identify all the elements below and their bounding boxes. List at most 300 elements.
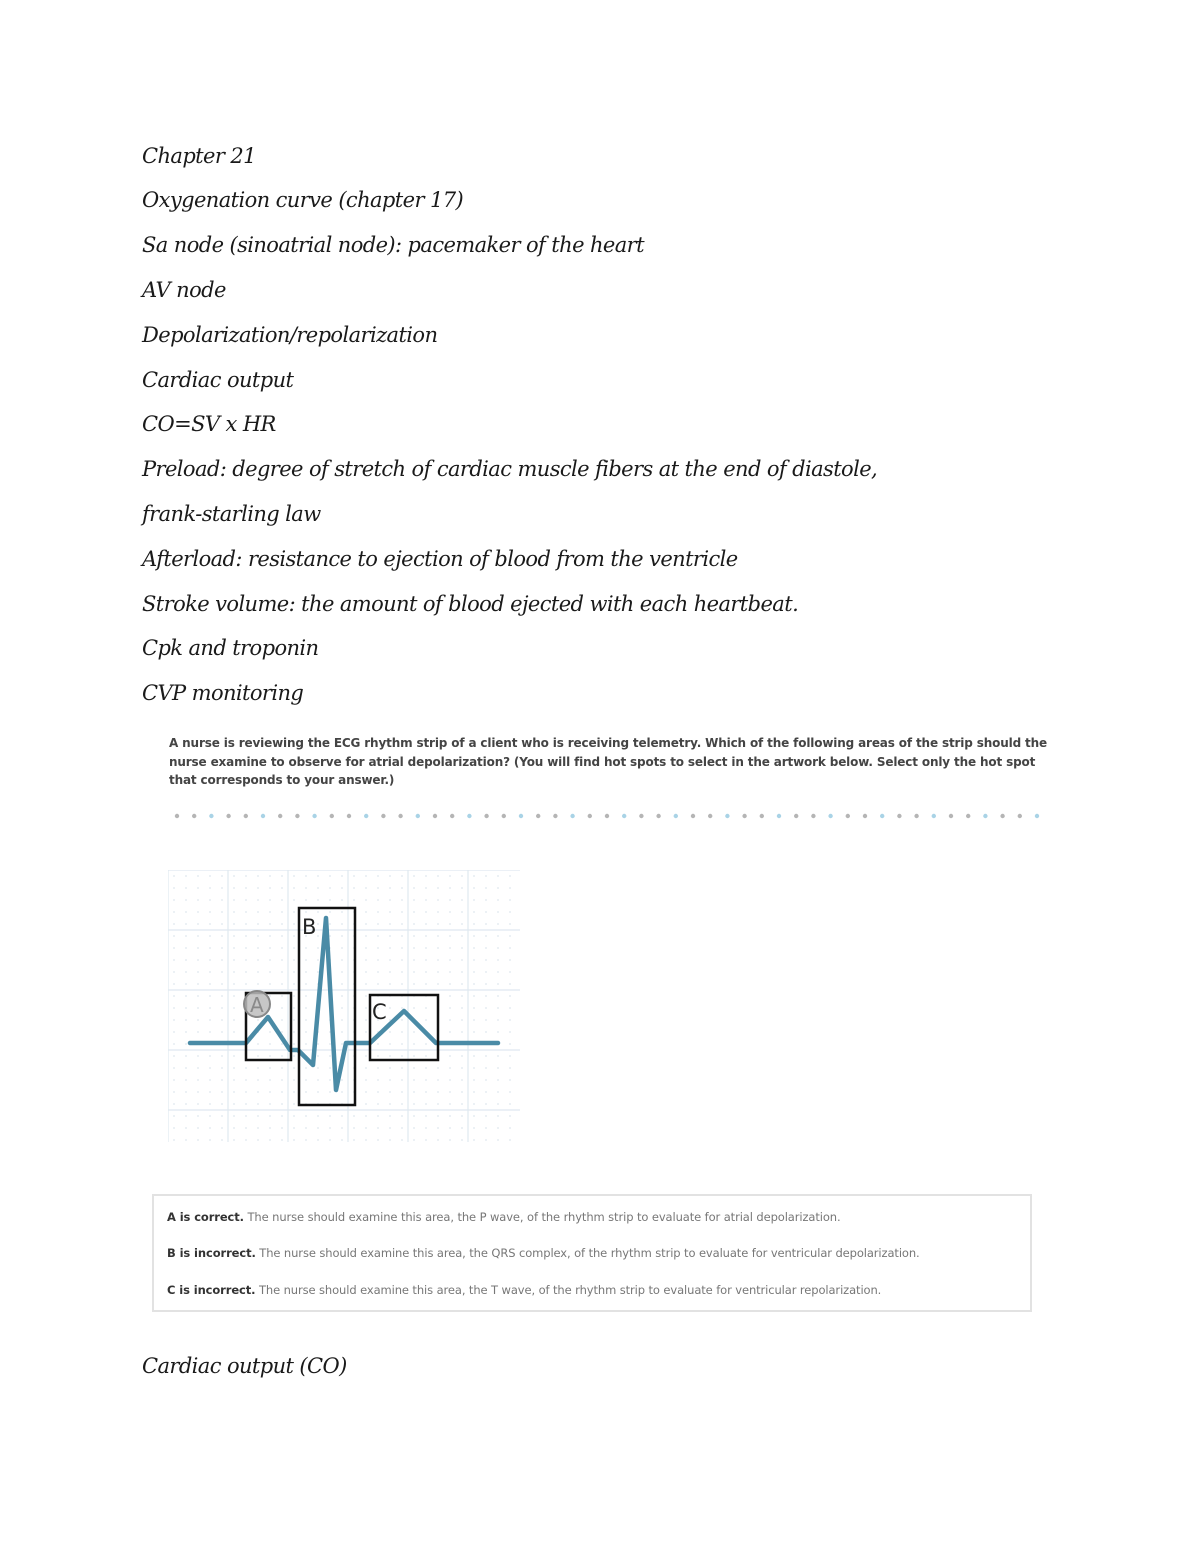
ecg-grid-dot	[497, 911, 499, 913]
rationale-c-text: The nurse should examine this area, the T wave, of the rhythm strip to evaluate for ventricular repolarization.	[255, 1283, 882, 1297]
ecg-grid-dot	[449, 1019, 451, 1021]
ecg-grid-dot	[341, 1007, 343, 1009]
divider-dot	[312, 814, 316, 818]
divider-dot	[347, 814, 351, 818]
ecg-grid-dot	[365, 983, 367, 985]
ecg-grid-dot	[221, 923, 223, 925]
ecg-grid-dot	[365, 1067, 367, 1069]
ecg-grid-dot	[245, 1115, 247, 1117]
ecg-grid-dot	[425, 1127, 427, 1129]
ecg-grid-dot	[281, 911, 283, 913]
ecg-grid-dot	[209, 923, 211, 925]
ecg-grid-dot	[485, 1055, 487, 1057]
ecg-grid-dot	[257, 1115, 259, 1117]
divider-dot	[536, 814, 540, 818]
ecg-grid-dot	[341, 935, 343, 937]
ecg-grid-dot	[221, 1031, 223, 1033]
ecg-grid-dot	[509, 1127, 511, 1129]
ecg-grid-dot	[209, 947, 211, 949]
ecg-grid-dot	[173, 1091, 175, 1093]
ecg-grid-dot	[197, 1055, 199, 1057]
rationale-c-verdict: C is incorrect.	[167, 1283, 256, 1297]
divider-dot	[983, 814, 987, 818]
divider-dot	[295, 814, 299, 818]
ecg-grid-dot	[317, 947, 319, 949]
divider-dot	[880, 814, 884, 818]
ecg-grid-dot	[425, 1079, 427, 1081]
ecg-grid-dot	[197, 935, 199, 937]
ecg-grid-dot	[221, 1055, 223, 1057]
ecg-grid-dot	[257, 1079, 259, 1081]
ecg-grid-dot	[245, 1139, 247, 1141]
ecg-grid-dot	[281, 887, 283, 889]
ecg-grid-dot	[281, 959, 283, 961]
ecg-grid-dot	[329, 1067, 331, 1069]
ecg-grid-dot	[197, 1031, 199, 1033]
divider-dot	[828, 814, 832, 818]
ecg-grid-dot	[473, 947, 475, 949]
ecg-grid-dot	[509, 1079, 511, 1081]
ecg-grid-dot	[197, 971, 199, 973]
ecg-grid-dot	[449, 1055, 451, 1057]
ecg-grid-dot	[473, 1127, 475, 1129]
note-line-frank-starling: frank-starling law	[142, 502, 321, 526]
ecg-grid-dot	[485, 1019, 487, 1021]
ecg-grid-dot	[437, 1127, 439, 1129]
divider-dot	[244, 814, 248, 818]
ecg-grid-dot	[269, 995, 271, 997]
ecg-grid-dot	[173, 1007, 175, 1009]
hotspot-a-label: A	[250, 993, 264, 1017]
ecg-grid-dot	[413, 1115, 415, 1117]
ecg-grid-dot	[389, 1091, 391, 1093]
ecg-grid-dot	[509, 935, 511, 937]
ecg-grid-dot	[497, 1115, 499, 1117]
ecg-grid-dot	[449, 911, 451, 913]
ecg-grid-dot	[389, 959, 391, 961]
ecg-grid-dot	[197, 1103, 199, 1105]
ecg-grid-dot	[341, 1031, 343, 1033]
ecg-grid-dot	[341, 1091, 343, 1093]
ecg-grid-dot	[413, 1139, 415, 1141]
ecg-grid-dot	[497, 1103, 499, 1105]
ecg-grid-dot	[473, 1067, 475, 1069]
ecg-grid-dot	[233, 1115, 235, 1117]
ecg-grid-dot	[437, 935, 439, 937]
ecg-grid-dot	[257, 983, 259, 985]
ecg-grid-dot	[449, 1079, 451, 1081]
ecg-grid-dot	[221, 911, 223, 913]
ecg-grid-dot	[437, 1091, 439, 1093]
ecg-grid-dot	[185, 1103, 187, 1105]
divider-dot	[656, 814, 660, 818]
divider-dot	[708, 814, 712, 818]
ecg-grid-dot	[449, 983, 451, 985]
ecg-grid-dot	[317, 1091, 319, 1093]
ecg-grid-dot	[449, 1067, 451, 1069]
ecg-grid-dot	[257, 1043, 259, 1045]
ecg-grid-dot	[257, 1019, 259, 1021]
ecg-grid-dot	[485, 1127, 487, 1129]
ecg-grid-dot	[245, 959, 247, 961]
ecg-grid-dot	[449, 923, 451, 925]
ecg-grid-dot	[461, 1103, 463, 1105]
ecg-grid-dot	[317, 899, 319, 901]
divider-dot	[932, 814, 936, 818]
ecg-grid-dot	[269, 1103, 271, 1105]
ecg-grid-dot	[185, 983, 187, 985]
ecg-grid-dot	[377, 899, 379, 901]
ecg-grid-dot	[197, 923, 199, 925]
ecg-grid-dot	[293, 1043, 295, 1045]
ecg-grid-dot	[245, 1103, 247, 1105]
note-line-preload: Preload: degree of stretch of cardiac muscle fibers at the end of diastole,	[142, 457, 878, 481]
ecg-grid	[168, 870, 520, 1142]
divider-dot	[381, 814, 385, 818]
ecg-grid-dot	[365, 875, 367, 877]
ecg-grid-dot	[257, 947, 259, 949]
ecg-grid-dot	[389, 1127, 391, 1129]
ecg-grid-dot	[437, 959, 439, 961]
ecg-grid-dot	[317, 1115, 319, 1117]
ecg-grid-dot	[305, 1139, 307, 1141]
ecg-grid-dot	[341, 983, 343, 985]
divider-dot	[622, 814, 626, 818]
ecg-grid-dot	[353, 1115, 355, 1117]
ecg-grid-dot	[293, 911, 295, 913]
ecg-grid-dot	[377, 971, 379, 973]
divider-dot	[519, 814, 523, 818]
ecg-grid-dot	[509, 875, 511, 877]
ecg-grid-dot	[269, 887, 271, 889]
note-line-chapter: Chapter 21	[142, 144, 256, 168]
ecg-grid-dot	[293, 1067, 295, 1069]
ecg-grid-dot	[245, 887, 247, 889]
ecg-grid-dot	[197, 875, 199, 877]
ecg-grid-dot	[317, 923, 319, 925]
ecg-grid-dot	[233, 923, 235, 925]
ecg-grid-dot	[425, 875, 427, 877]
divider-dot	[674, 814, 678, 818]
divider-dot	[226, 814, 230, 818]
ecg-grid-dot	[197, 1091, 199, 1093]
ecg-grid-dot	[341, 995, 343, 997]
ecg-grid-dot	[485, 911, 487, 913]
ecg-grid-dot	[329, 1055, 331, 1057]
ecg-grid-dot	[233, 875, 235, 877]
ecg-grid-dot	[509, 887, 511, 889]
ecg-grid-dot	[305, 899, 307, 901]
ecg-grid-dot	[485, 1007, 487, 1009]
ecg-grid-dot	[449, 899, 451, 901]
ecg-grid-dot	[497, 983, 499, 985]
divider-dot	[914, 814, 918, 818]
ecg-grid-dot	[317, 959, 319, 961]
ecg-grid-dot	[509, 1139, 511, 1141]
ecg-grid-dot	[413, 1043, 415, 1045]
ecg-grid-dot	[209, 1103, 211, 1105]
divider-dot	[725, 814, 729, 818]
ecg-grid-dot	[173, 1079, 175, 1081]
ecg-grid-dot	[245, 971, 247, 973]
ecg-grid-dot	[233, 995, 235, 997]
ecg-grid-dot	[473, 1103, 475, 1105]
ecg-grid-dot	[209, 995, 211, 997]
ecg-grid-dot	[473, 971, 475, 973]
ecg-grid-dot	[401, 959, 403, 961]
ecg-grid-dot	[461, 923, 463, 925]
ecg-grid-dot	[233, 971, 235, 973]
ecg-grid-dot	[461, 887, 463, 889]
ecg-grid-dot	[233, 1007, 235, 1009]
ecg-grid-dot	[425, 887, 427, 889]
ecg-grid-dot	[233, 1139, 235, 1141]
ecg-grid-dot	[485, 995, 487, 997]
ecg-grid-dot	[473, 1055, 475, 1057]
ecg-grid-dot	[473, 983, 475, 985]
ecg-grid-dot	[293, 1115, 295, 1117]
ecg-grid-dot	[329, 1139, 331, 1141]
ecg-grid-dot	[425, 923, 427, 925]
ecg-grid-dot	[281, 1007, 283, 1009]
ecg-grid-dot	[341, 1115, 343, 1117]
ecg-grid-dot	[425, 947, 427, 949]
ecg-grid-dot	[197, 911, 199, 913]
divider-dot	[1035, 814, 1039, 818]
ecg-grid-dot	[209, 1115, 211, 1117]
ecg-grid-dot	[233, 899, 235, 901]
divider-dot	[278, 814, 282, 818]
ecg-grid-dot	[209, 959, 211, 961]
ecg-grid-dot	[473, 959, 475, 961]
ecg-grid-dot	[197, 1115, 199, 1117]
ecg-grid-dot	[449, 875, 451, 877]
ecg-grid-dot	[197, 1139, 199, 1141]
ecg-grid-dot	[221, 887, 223, 889]
ecg-grid-dot	[449, 1127, 451, 1129]
ecg-grid-dot	[293, 1055, 295, 1057]
ecg-grid-dot	[365, 899, 367, 901]
ecg-grid-dot	[461, 959, 463, 961]
ecg-grid-dot	[173, 875, 175, 877]
ecg-grid-dot	[497, 875, 499, 877]
ecg-grid-dot	[257, 1091, 259, 1093]
ecg-grid-dot	[173, 947, 175, 949]
dotted-divider	[172, 812, 1052, 820]
ecg-grid-dot	[233, 935, 235, 937]
ecg-grid-dot	[401, 899, 403, 901]
ecg-grid-dot	[185, 875, 187, 877]
divider-dot	[1000, 814, 1004, 818]
ecg-grid-dot	[365, 1115, 367, 1117]
question-text: A nurse is reviewing the ECG rhythm strip of a client who is receiving telemetry. Which of the following areas of the strip should the nurse examine to observe for atrial depolarization? (You will find hot spots to select in the artwork below. Select only the hot spot that corresponds to your answer.)	[169, 736, 1048, 787]
divider-dot	[502, 814, 506, 818]
ecg-grid-dot	[269, 971, 271, 973]
ecg-grid-dot	[341, 1139, 343, 1141]
ecg-grid-dot	[209, 1091, 211, 1093]
ecg-grid-dot	[377, 1055, 379, 1057]
ecg-grid-dot	[269, 1091, 271, 1093]
ecg-grid-dot	[437, 899, 439, 901]
ecg-grid-dot	[365, 1103, 367, 1105]
ecg-grid-dot	[233, 1091, 235, 1093]
ecg-grid-dot	[233, 1079, 235, 1081]
ecg-grid-dot	[329, 1115, 331, 1117]
ecg-grid-dot	[173, 1031, 175, 1033]
ecg-grid-dot	[245, 983, 247, 985]
ecg-grid-dot	[377, 1139, 379, 1141]
ecg-grid-dot	[221, 1127, 223, 1129]
ecg-grid-dot	[257, 971, 259, 973]
ecg-grid-dot	[509, 947, 511, 949]
ecg-grid-dot	[485, 983, 487, 985]
note-line-cpk-troponin: Cpk and troponin	[142, 636, 319, 660]
rationale-b-text: The nurse should examine this area, the QRS complex, of the rhythm strip to evaluate for ventricular depolarization.	[255, 1246, 920, 1260]
ecg-grid-dot	[437, 875, 439, 877]
divider-dot	[416, 814, 420, 818]
ecg-grid-dot	[317, 887, 319, 889]
ecg-grid-dot	[197, 1079, 199, 1081]
ecg-grid-dot	[485, 935, 487, 937]
rationale-panel	[152, 1194, 1032, 1312]
ecg-grid-dot	[293, 935, 295, 937]
ecg-grid-dot	[281, 1139, 283, 1141]
ecg-grid-dot	[233, 1127, 235, 1129]
ecg-grid-dot	[353, 1127, 355, 1129]
ecg-grid-dot	[185, 887, 187, 889]
ecg-grid-dot	[257, 911, 259, 913]
ecg-grid-dot	[377, 911, 379, 913]
ecg-grid-dot	[281, 971, 283, 973]
ecg-grid-dot	[185, 1067, 187, 1069]
ecg-grid-dot	[305, 959, 307, 961]
ecg-grid-dot	[209, 911, 211, 913]
ecg-grid-dot	[293, 971, 295, 973]
ecg-grid-dot	[389, 1067, 391, 1069]
ecg-grid-dot	[377, 875, 379, 877]
ecg-grid-dot	[257, 899, 259, 901]
ecg-grid-dot	[293, 875, 295, 877]
ecg-grid-dot	[317, 1127, 319, 1129]
ecg-grid-dot	[305, 1079, 307, 1081]
ecg-grid-dot	[293, 899, 295, 901]
ecg-grid-dot	[281, 1127, 283, 1129]
ecg-grid-dot	[353, 1139, 355, 1141]
ecg-grid-dot	[245, 923, 247, 925]
ecg-grid-dot	[281, 1091, 283, 1093]
ecg-grid-dot	[209, 887, 211, 889]
ecg-grid-dot	[185, 911, 187, 913]
ecg-grid-dot	[329, 899, 331, 901]
ecg-grid-dot	[293, 947, 295, 949]
divider-dot	[605, 814, 609, 818]
ecg-grid-dot	[245, 1091, 247, 1093]
ecg-grid-dot	[497, 947, 499, 949]
ecg-grid-dot	[365, 1031, 367, 1033]
ecg-grid-dot	[257, 1139, 259, 1141]
ecg-grid-dot	[221, 1079, 223, 1081]
ecg-grid-dot	[413, 923, 415, 925]
ecg-grid-dot	[449, 1115, 451, 1117]
ecg-grid-dot	[497, 1031, 499, 1033]
divider-dot	[760, 814, 764, 818]
ecg-grid-dot	[473, 923, 475, 925]
ecg-grid-dot	[461, 1091, 463, 1093]
ecg-grid-dot	[449, 959, 451, 961]
ecg-grid-dot	[293, 995, 295, 997]
divider-dot	[777, 814, 781, 818]
divider-dot	[209, 814, 213, 818]
ecg-grid-dot	[449, 887, 451, 889]
ecg-grid-dot	[185, 971, 187, 973]
ecg-grid-dot	[461, 1007, 463, 1009]
ecg-grid-dot	[509, 1019, 511, 1021]
ecg-grid-dot	[293, 983, 295, 985]
ecg-grid-dot	[341, 947, 343, 949]
ecg-grid-dot	[233, 947, 235, 949]
ecg-grid-dot	[281, 1031, 283, 1033]
ecg-grid-dot	[449, 1031, 451, 1033]
ecg-grid-dot	[413, 1103, 415, 1105]
ecg-waveform-line	[190, 918, 498, 1090]
ecg-grid-dot	[497, 1055, 499, 1057]
ecg-grid-dot	[245, 935, 247, 937]
ecg-grid-dot	[365, 1139, 367, 1141]
ecg-grid-dot	[209, 1007, 211, 1009]
ecg-grid-dot	[401, 1007, 403, 1009]
ecg-grid-dot	[221, 1007, 223, 1009]
ecg-grid-dot	[245, 947, 247, 949]
ecg-grid-dot	[257, 935, 259, 937]
ecg-grid-dot	[317, 1067, 319, 1069]
ecg-grid-dot	[185, 1127, 187, 1129]
ecg-grid-dot	[281, 1103, 283, 1105]
ecg-grid-dot	[173, 1139, 175, 1141]
ecg-grid-dot	[377, 1079, 379, 1081]
ecg-grid-dot	[497, 1067, 499, 1069]
ecg-grid-dot	[197, 1127, 199, 1129]
ecg-grid-dot	[413, 1091, 415, 1093]
ecg-grid-dot	[269, 923, 271, 925]
ecg-grid-dot	[173, 935, 175, 937]
ecg-grid-dot	[461, 1079, 463, 1081]
ecg-grid-dot	[413, 887, 415, 889]
ecg-grid-dot	[257, 875, 259, 877]
ecg-grid-dot	[485, 1067, 487, 1069]
hotspot-b-label: B	[302, 915, 317, 939]
ecg-grid-dot	[461, 1019, 463, 1021]
ecg-grid-dot	[209, 971, 211, 973]
ecg-grid-dot	[401, 1031, 403, 1033]
ecg-grid-dot	[329, 887, 331, 889]
ecg-grid-dot	[341, 899, 343, 901]
ecg-grid-dot	[461, 911, 463, 913]
ecg-grid-dot	[197, 947, 199, 949]
ecg-grid-dot	[497, 1079, 499, 1081]
ecg-grid-dot	[197, 887, 199, 889]
ecg-grid-dot	[305, 1091, 307, 1093]
ecg-grid-dot	[509, 1091, 511, 1093]
ecg-grid-dot	[437, 1115, 439, 1117]
rationale-a	[167, 1210, 841, 1224]
divider-dot	[261, 814, 265, 818]
ecg-grid-dot	[437, 1079, 439, 1081]
ecg-grid-dot	[401, 1115, 403, 1117]
ecg-grid-dot	[269, 1079, 271, 1081]
ecg-grid-dot	[293, 959, 295, 961]
ecg-grid-dot	[449, 971, 451, 973]
ecg-grid-dot	[377, 923, 379, 925]
